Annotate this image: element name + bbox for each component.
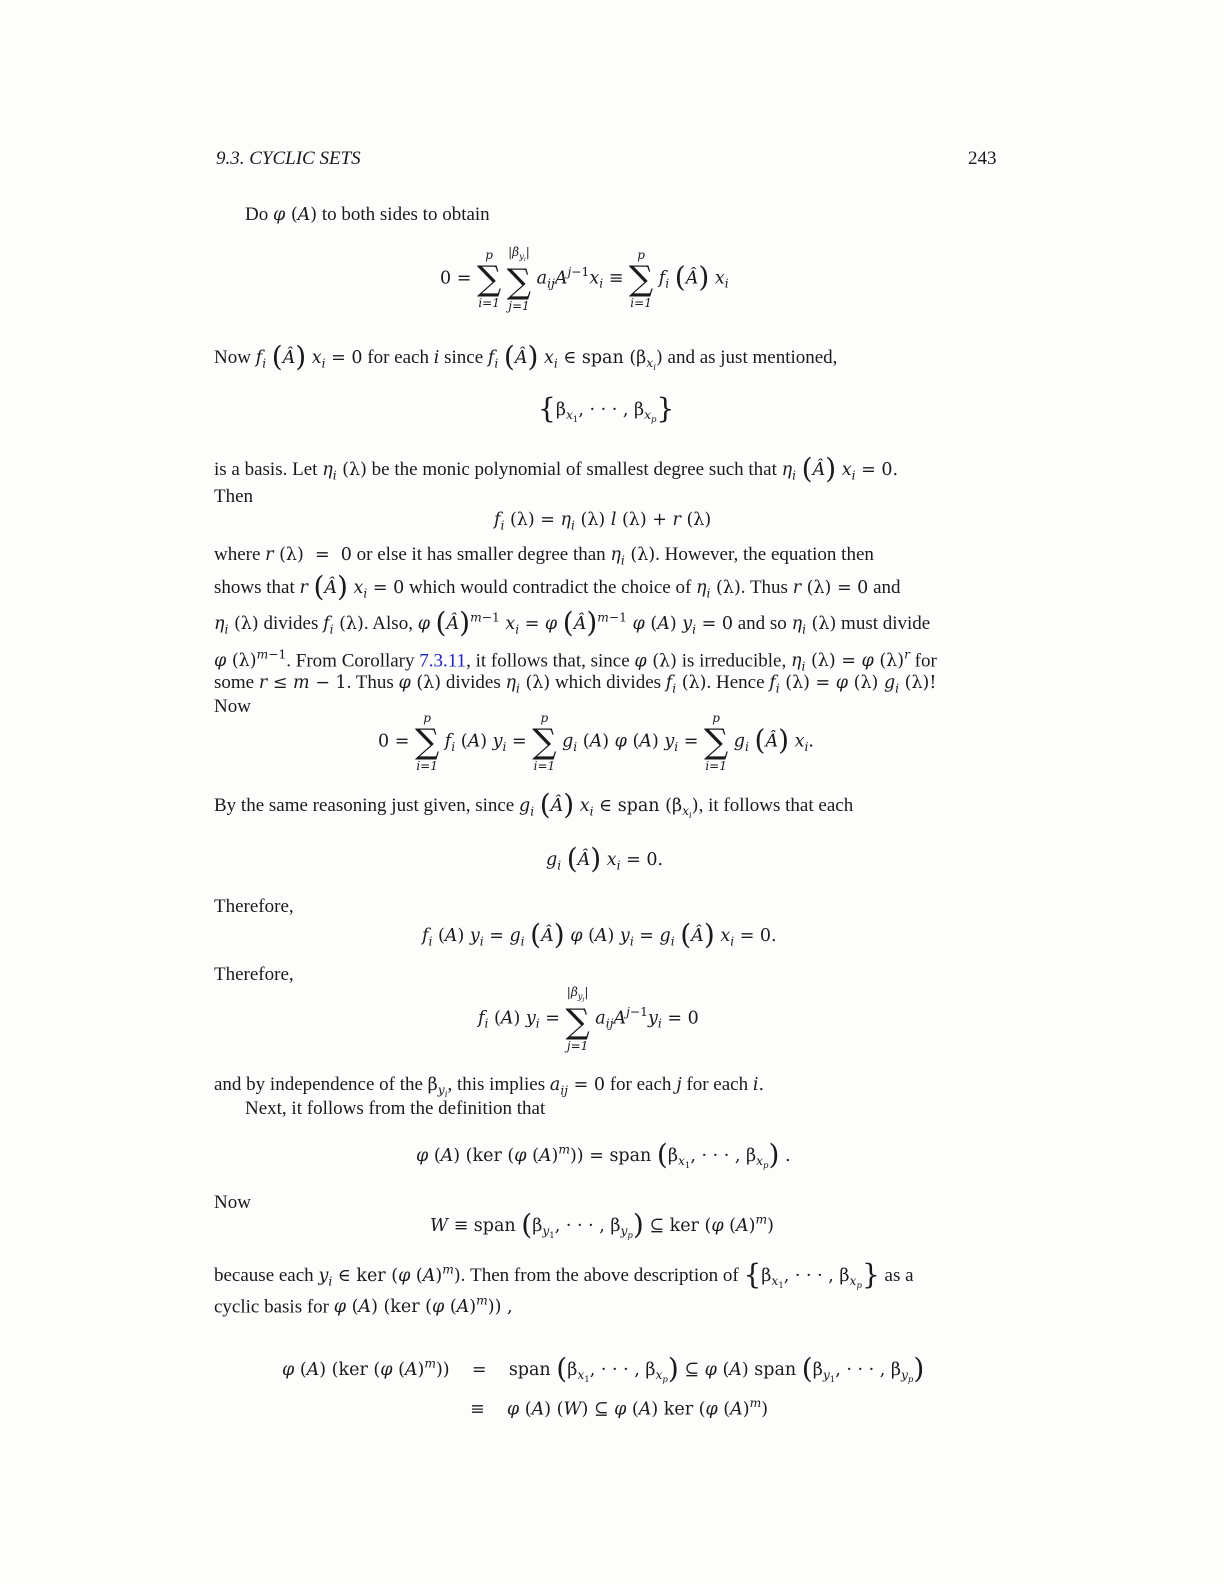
text-line-cyclic: cyclic basis for φ (A) (ker (φ $(A)^m$)) ,	[214, 1294, 513, 1318]
text-line-divides: $\eta_i$ (λ) divides $f_i$ (λ). Also, φ (Â)$^{m-1}$ $x_i = \varphi$ (Â)$^{m-1}$ φ (A) $y_i = 0$ and so $\eta_i$ (λ) must divide	[214, 606, 931, 639]
running-header-section: 9.3. CYCLIC SETS	[216, 148, 361, 169]
text-line-then: Then	[214, 486, 254, 507]
text-line-corollary: φ $(\lambda)^{m-1}$. From Corollary 7.3.11, it follows that, since φ (λ) is irreducible, $\eta_i$ (λ) = φ $(\lambda)^r$ for	[214, 648, 937, 674]
text-now3: Now	[214, 1192, 251, 1213]
text-line-shows: shows that r (Â) $x_i = 0$ which would contradict the choice of $\eta_i$ (λ). Thus r (λ) = 0 and	[214, 570, 901, 603]
equation-gi-zero: $g_i$ (Â) $x_i = 0$.	[546, 842, 664, 875]
text-line-where: where r (λ) = 0 or else it has smaller degree than $\eta_i$ (λ). However, the equation then	[214, 544, 874, 568]
text-line-because: because each $y_i$ ∈ ker (φ $(A)^m$). Then from the above description of {$\beta_{x_1}$, · · · , $\beta_{x_p}$} as a	[214, 1258, 914, 1292]
equation-fi-sum-yi: $f_i$ (A) $y_i$ = $|\beta_{y_j}|$ ∑ j=1 $a_{ij}A^{j-1}y_i = 0$	[478, 985, 699, 1053]
text-line-independence: and by independence of the $\beta_{y_i}$, this implies $a_{ij} = 0$ for each j for each i.	[214, 1074, 765, 1101]
equation-final-line-2: ≡ φ (A) (W) ⊆ φ (A) ker (φ $(A)^m$)	[470, 1396, 769, 1420]
text-line-same-reasoning: By the same reasoning just given, since $g_i$ (Â) $x_i$ ∈ span $(\beta_{x_i})$, it follows that each	[214, 788, 854, 822]
corollary-link[interactable]: 7.3.11	[419, 650, 467, 672]
equation-final-line-1: φ (A) (ker (φ $(A)^m$)) = span ($\beta_{x_1}$, · · · , $\beta_{x_p}$) ⊆ φ (A) span ($\beta_{y_1}$, · · · , $\beta_{y_p}$)	[282, 1352, 925, 1386]
equation-w-definition: W ≡ span ($\beta_{y_1}$, · · · , $\beta_{y_p}$) ⊆ ker (φ $(A)^m$)	[430, 1208, 774, 1242]
text-line-basis: is a basis. Let $\eta_i$ (λ) be the monic polynomial of smallest degree such that $\eta_i$ (Â) $x_i = 0$.	[214, 452, 899, 485]
equation-double-sum: 0 = p ∑ i=1 $|\beta_{y_i}|$ ∑ j=1 $a_{ij}A^{j-1}x_i$ ≡ p ∑ i=1 $f_i$ (Â) $x_i$	[440, 245, 729, 313]
text-therefore-2: Therefore,	[214, 964, 294, 985]
text-line-now2: Now	[214, 696, 251, 717]
text-therefore-1: Therefore,	[214, 896, 294, 917]
equation-image-span: φ (A) (ker (φ $(A)^m$)) = span ($\beta_{x_1}$, · · · , $\beta_{x_p}$) .	[416, 1138, 791, 1172]
text-line-some-r: some r ≤ m − 1. Thus φ (λ) divides $\eta_i$ (λ) which divides $f_i$ (λ). Hence $f_i$ (λ) = φ (λ) $g_i$ (λ)!	[214, 672, 937, 696]
text-line-next: Next, it follows from the definition that	[245, 1098, 546, 1119]
text-line-do-phi: Do φ (A) to both sides to obtain	[245, 204, 490, 225]
text-line-now-fi: Now $f_i$ (Â) $x_i = 0$ for each i since $f_i$ (Â) $x_i$ ∈ span $(\beta_{x_i})$ and as just mentioned,	[214, 340, 838, 374]
page-number: 243	[968, 148, 997, 169]
equation-division: $f_i$ $(\lambda) = \eta_i$ (λ) l (λ) + r (λ)	[494, 510, 712, 533]
equation-sum-gi: 0 = p ∑ i=1 $f_i$ (A) $y_i$ = p ∑ i=1 $g_i$ (A) φ (A) $y_i$ = p ∑ i=1 $g_i$ (Â) $x_i$.	[378, 711, 814, 773]
equation-fi-yi-zero: $f_i$ (A) $y_i = g_i$ (Â) φ (A) $y_i = g_i$ (Â) $x_i = 0$.	[422, 918, 777, 951]
equation-basis-set: {$\beta_{x_1}$, · · · , $\beta_{x_p}$}	[538, 392, 675, 426]
